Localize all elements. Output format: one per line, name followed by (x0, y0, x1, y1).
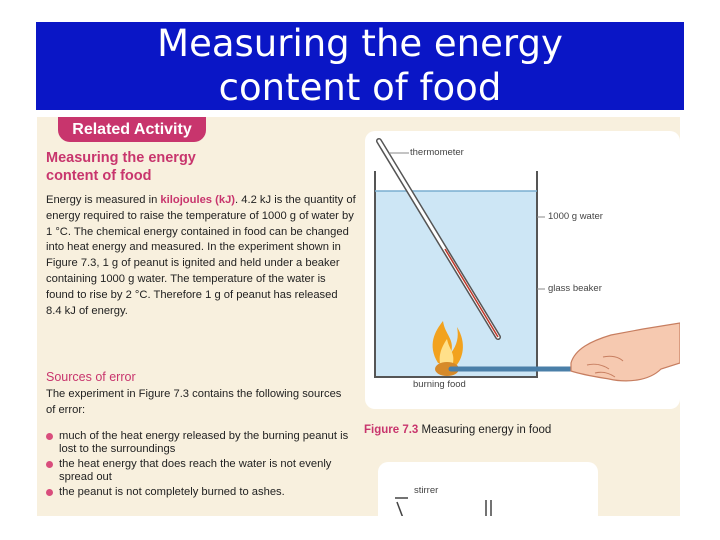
textbook-page (37, 117, 680, 516)
hand-holding-needle (571, 323, 680, 381)
activity-heading (46, 149, 346, 185)
activity-heading-line2: content of food (46, 168, 152, 184)
slide-title-line1: Measuring the energy (157, 22, 563, 65)
figure-number: Figure 7.3 (364, 424, 419, 436)
bullet-text: much of the heat energy released by the burning peanut is lost to the surroundings (59, 430, 349, 455)
related-activity-tab: Related Activity (58, 117, 206, 142)
label-stirrer: stirrer (414, 485, 439, 496)
label-thermometer: thermometer (410, 147, 464, 158)
keyword-kilojoules: kilojoules (kJ) (160, 194, 236, 206)
activity-paragraph (46, 193, 356, 319)
list-item (46, 486, 356, 499)
bullet-dot-icon (46, 489, 53, 496)
stirrer-diagram (378, 462, 598, 516)
bullet-dot-icon (46, 461, 53, 468)
bullet-text: the peanut is not completely burned to ashes. (59, 486, 285, 499)
second-figure-panel (378, 462, 598, 516)
label-burning-food: burning food (413, 379, 466, 390)
label-water: 1000 g water (548, 211, 603, 222)
bullet-text: the heat energy that does reach the water is not evenly spread out (59, 458, 332, 483)
error-bullet-list (46, 430, 356, 502)
label-beaker: glass beaker (548, 283, 602, 294)
activity-heading-line1: Measuring the energy (46, 150, 196, 166)
figure-7-3-panel (365, 131, 680, 409)
slide-title-line2: content of food (218, 66, 502, 109)
figure-caption (364, 424, 551, 436)
paragraph-text-a: Energy is measured in (46, 194, 161, 206)
slide-title (36, 22, 684, 110)
list-item (46, 458, 356, 483)
sources-of-error-intro: The experiment in Figure 7.3 contains the following sources of error: (46, 388, 342, 416)
experiment-diagram (365, 131, 680, 409)
figure-caption-text: Measuring energy in food (421, 424, 552, 436)
stirrer-rod (397, 502, 403, 516)
slide-title-bar (36, 22, 684, 110)
paragraph-text-b: . 4.2 kJ is the quantity of energy required to raise the temperature of 1000 g of water by 1 °C. The chemical energy contained in food can be changed into heat energy and measured. In the experiment shown in Figure 7.3, 1 g of peanut is ignited and held under a beaker containing 1000 g water. The temperature of the water is found to rise by 2 °C. Therefore 1 g of peanut has released 8.4 kJ of energy. (46, 194, 356, 317)
list-item (46, 430, 356, 455)
sources-of-error-heading: Sources of error (46, 370, 136, 384)
bullet-dot-icon (46, 433, 53, 440)
